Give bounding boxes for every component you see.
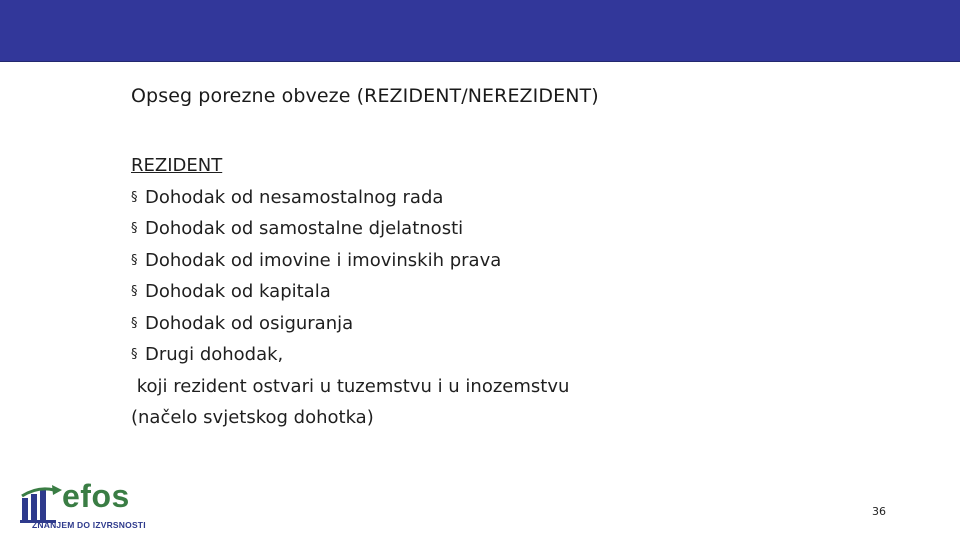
bullet-icon: § [131,252,138,268]
continuation-line: koji rezident ostvari u tuzemstvu i u inozemstvu [131,375,570,397]
bullet-text: Dohodak od samostalne djelatnosti [145,218,464,239]
bullet-item [131,182,569,214]
bullet-icon: § [131,284,138,299]
bullet-text: Dohodak od kapitala [145,281,331,302]
logo-tagline: ZNANJEM DO IZVRSNOSTI [32,520,146,530]
bullet-text: Drugi dohodak, [145,344,284,365]
slide-body [131,150,569,434]
bullet-item [131,276,569,308]
bullet-icon: § [131,221,138,236]
slide-title: Opseg porezne obveze (REZIDENT/NEREZIDENT) [131,85,599,107]
bullet-icon: § [131,347,138,362]
bullet-icon: § [131,315,138,331]
logo-wordmark: efos [62,478,130,514]
bullet-icon: § [131,189,138,205]
bullet-item [131,245,569,277]
bullet-text: Dohodak od imovine i imovinskih prava [145,249,502,271]
page-number: 36 [872,505,886,518]
bullet-item [131,308,569,340]
bullet-item [131,213,569,245]
bullet-text: Dohodak od osiguranja [145,312,354,334]
continuation-line: (načelo svjetskog dohotka) [131,407,374,428]
section-heading: REZIDENT [131,155,223,176]
header-bar [0,0,960,62]
bullet-item [131,339,569,371]
bullet-text: Dohodak od nesamostalnog rada [145,186,444,208]
